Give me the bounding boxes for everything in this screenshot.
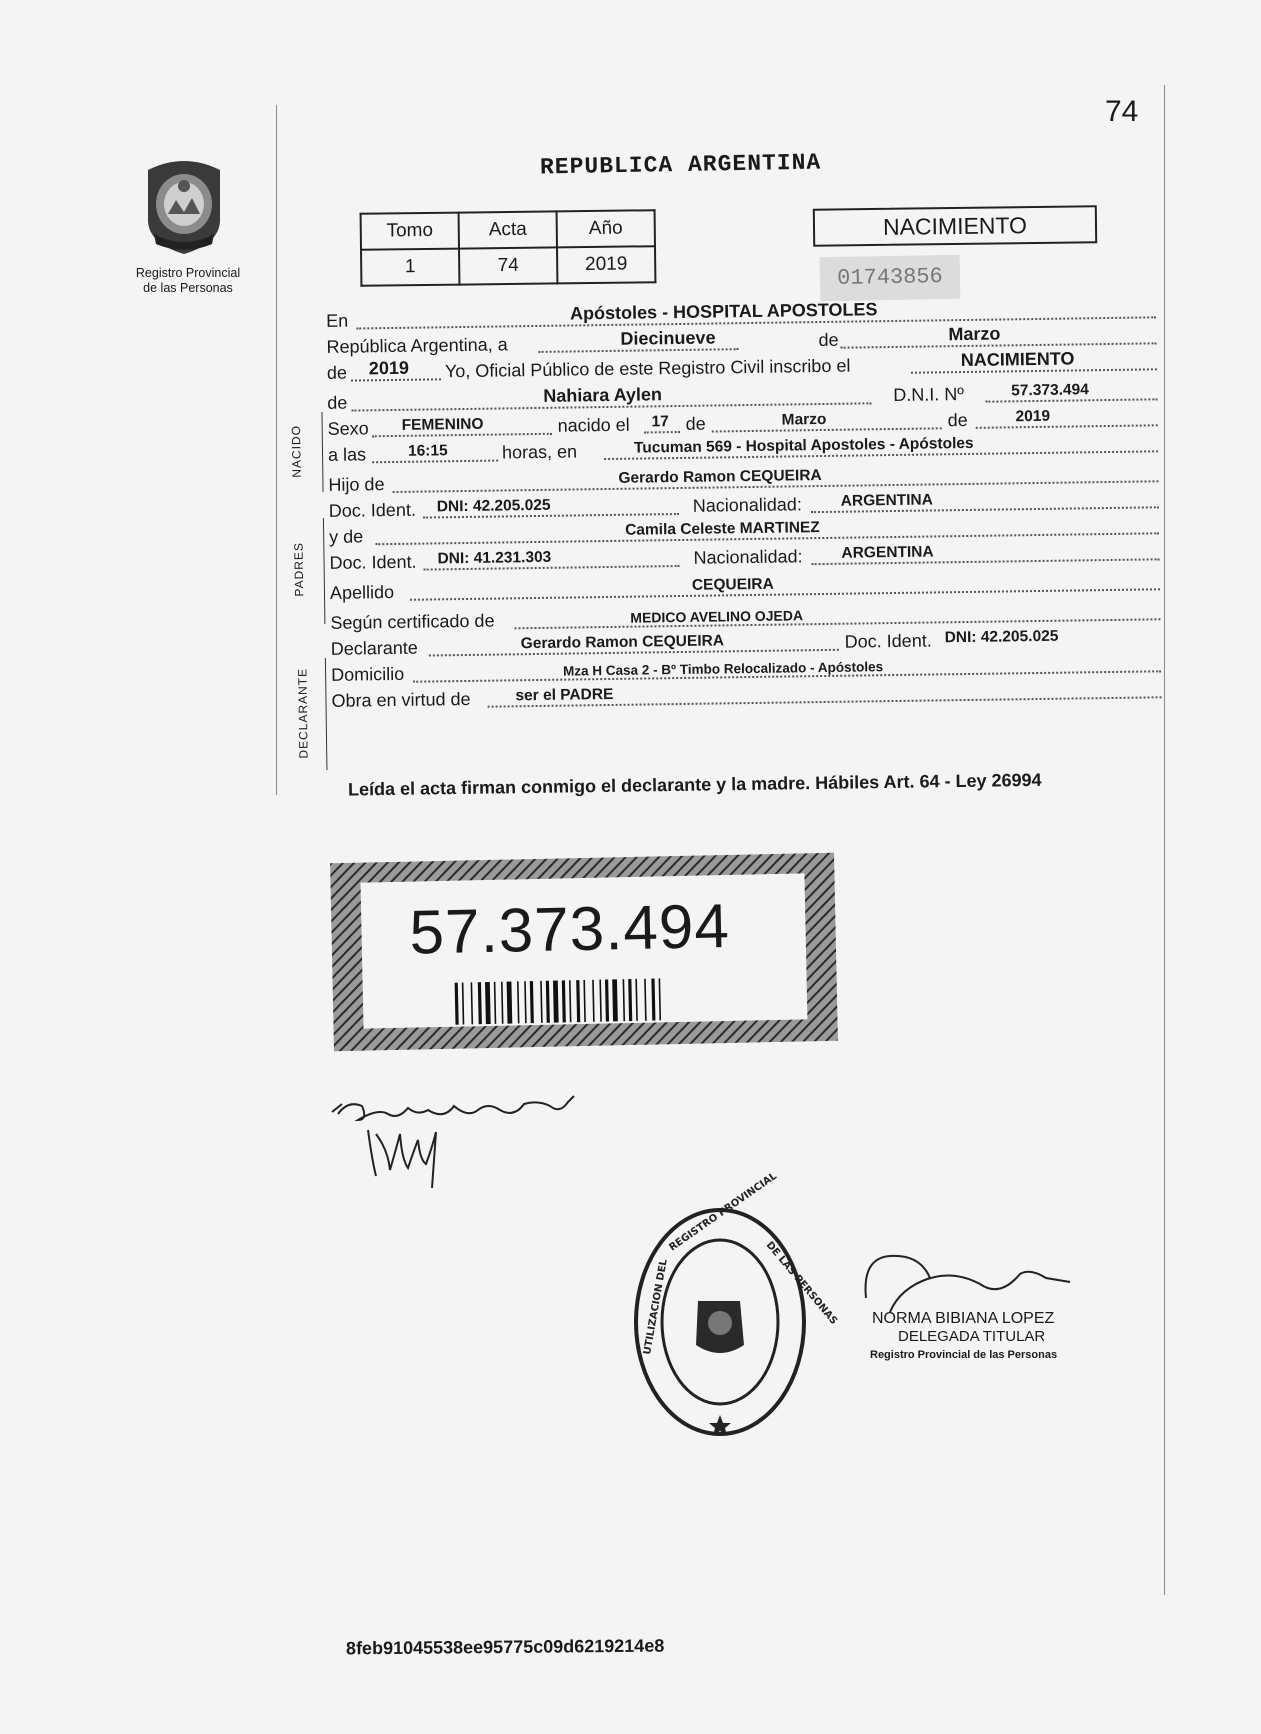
official-org: Registro Provincial de las Personas [870, 1349, 1058, 1361]
official-name: NORMA BIBIANA LOPEZ [872, 1310, 1055, 1327]
header-tomo: Tomo [361, 213, 459, 250]
registry-caption: Registro Provincial de las Personas [135, 266, 241, 295]
label-republica: República Argentina, a [326, 334, 508, 357]
value-father-doc: DNI: 42.205.025 [436, 496, 551, 516]
label-dni: D.N.I. Nº [893, 384, 964, 406]
label-apellido: Apellido [329, 581, 395, 603]
label-doc-padre: Doc. Ident. [328, 499, 417, 521]
declarant-signature-icon [328, 1090, 628, 1200]
dni-stamp-inner [360, 873, 807, 1028]
label-doc-declarante: Doc. Ident. [844, 630, 932, 652]
value-mother-nationality: ARGENTINA [841, 543, 934, 562]
value-dni: 57.373.494 [1011, 381, 1089, 400]
closing-note: Leída el acta firman conmigo el declarante y la madre. Hábiles Art. 64 - Ley 26994 [347, 769, 1042, 800]
value-name: Nahiara Aylen [543, 384, 663, 406]
label-oficial: Yo, Oficial Público de este Registro Civil inscribo el [444, 355, 851, 382]
section-padres: PADRES [291, 541, 307, 597]
value-certificate: MEDICO AVELINO OJEDA [630, 607, 804, 626]
value-year: 2019 [368, 357, 410, 379]
right-margin-line [1164, 85, 1165, 1595]
label-doc-madre: Doc. Ident. [329, 551, 417, 573]
value-place: Apóstoles - HOSPITAL APOSTOLES [569, 299, 878, 324]
value-sexo: FEMENINO [401, 415, 484, 434]
value-birth-month: Marzo [781, 410, 827, 429]
header-anio: Año [557, 210, 655, 247]
value-father: Gerardo Ramon CEQUEIRA [618, 467, 822, 487]
value-address: Mza H Casa 2 - Bº Timbo Relocalizado - Apóstoles [562, 659, 884, 679]
document-hash: 8feb91045538ee95775c09d6219214e8 [345, 1635, 665, 1659]
register-table [360, 209, 657, 287]
value-declarant-doc: DNI: 42.205.025 [944, 627, 1059, 647]
misiones-emblem-icon [138, 152, 230, 256]
svg-text:UTILIZACION DEL: UTILIZACION DEL [642, 1258, 670, 1356]
left-margin-line [276, 105, 277, 795]
registry-seal-icon [630, 1170, 840, 1440]
value-mother: Camila Celeste MARTINEZ [625, 519, 820, 539]
label-de-3: de [947, 409, 968, 431]
value-day: Diecinueve [620, 327, 716, 349]
value-mother-doc: DNI: 41.231.303 [437, 548, 552, 568]
label-nacido: nacido el [557, 414, 630, 436]
value-tomo: 1 [361, 249, 459, 286]
section-nacido: NACIDO [288, 424, 304, 478]
record-type-box: NACIMIENTO [813, 205, 1097, 246]
value-anio: 2019 [557, 246, 655, 283]
label-nac-padre: Nacionalidad: [692, 494, 803, 516]
label-declarante: Declarante [330, 637, 418, 659]
value-hour: 16:15 [407, 442, 448, 460]
birth-record-form [288, 296, 1166, 759]
official-block [872, 1310, 1102, 1364]
value-birth-place: Tucuman 569 - Hospital Apostoles - Apóstoles [633, 434, 974, 457]
label-en: En [326, 310, 349, 331]
label-certificado: Según certificado de [330, 610, 495, 633]
value-acta: 74 [459, 247, 557, 284]
label-hijo: Hijo de [328, 474, 385, 495]
value-birth-day: 17 [651, 413, 669, 431]
value-inscribe: NACIMIENTO [960, 348, 1075, 371]
section-declarante: DECLARANTE [295, 667, 311, 759]
svg-text:REGISTRO PROVINCIAL: REGISTRO PROVINCIAL [667, 1170, 779, 1254]
table-row [361, 246, 655, 286]
header-acta: Acta [459, 211, 557, 248]
label-de: de [818, 329, 839, 351]
label-nombre-de: de [327, 392, 348, 413]
barcode-icon [455, 977, 726, 1025]
label-year-de: de [326, 362, 348, 383]
value-reason: ser el PADRE [515, 685, 614, 705]
value-surname: CEQUEIRA [691, 575, 774, 594]
label-domicilio: Domicilio [330, 663, 405, 685]
label-y-de: y de [329, 526, 364, 547]
value-declarant: Gerardo Ramon CEQUEIRA [520, 632, 725, 653]
label-de-2: de [685, 413, 706, 434]
label-nac-madre: Nacionalidad: [693, 546, 803, 568]
page-number: 74 [1105, 95, 1139, 128]
country-title: REPUBLICA ARGENTINA [539, 149, 822, 181]
serial-number: 01743856 [820, 255, 961, 301]
value-birth-year: 2019 [1015, 407, 1051, 426]
official-signature-icon [860, 1238, 1080, 1318]
dni-stamp [330, 853, 838, 1052]
value-father-nationality: ARGENTINA [840, 491, 933, 510]
official-title: DELEGADA TITULAR [898, 1328, 1046, 1345]
label-a-las: a las [327, 444, 367, 465]
dni-stamp-number: 57.373.494 [408, 891, 731, 968]
svg-text:DE LAS PERSONAS: DE LAS PERSONAS [763, 1239, 840, 1327]
value-month: Marzo [948, 323, 1001, 345]
label-sexo: Sexo [327, 418, 369, 439]
table-header-row [361, 210, 655, 250]
label-obra: Obra en virtud de [331, 688, 471, 711]
label-horas: horas, en [501, 441, 578, 463]
